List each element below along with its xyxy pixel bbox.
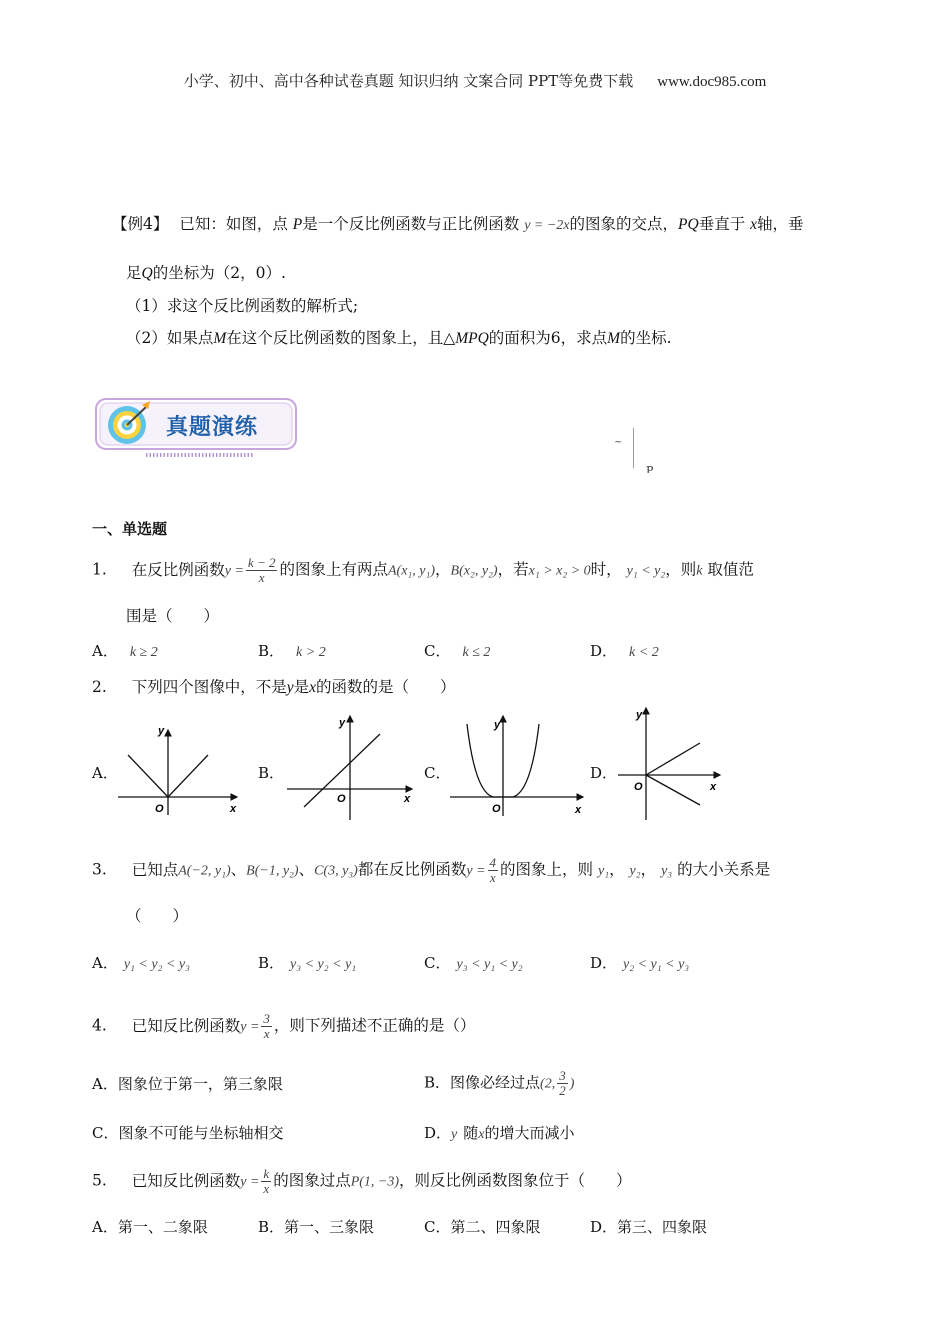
q4-option-c[interactable]: C．图象不可能与坐标轴相交 bbox=[92, 1124, 284, 1142]
q2-option-d[interactable]: D． bbox=[590, 764, 618, 782]
question-1: 1. 在反比例函数y = $\frac{k - 2}{x}$ 的图象上有两点A(x₁, y₁)，B(x₂, y₂)，若x₁ > x₂ > 0时， y₁ < y₂，则k 取值范 bbox=[92, 555, 754, 585]
fraction: $\frac{3}{x}$ bbox=[263, 1011, 270, 1041]
q2-option-b[interactable]: B． bbox=[258, 764, 285, 782]
header-text: 小学、初中、高中各种试卷真题 知识归纳 文案合同 PPT等免费下载 bbox=[183, 72, 634, 90]
q4-option-b[interactable]: B．图像必经过点(2, $\frac{3}{2}$ ) bbox=[424, 1068, 575, 1098]
q2-option-c[interactable]: C． bbox=[424, 764, 451, 782]
q4-option-a[interactable]: A．图象位于第一，第三象限 bbox=[92, 1075, 283, 1093]
stray-line bbox=[633, 428, 634, 468]
question-3-line2: （ ） bbox=[126, 907, 189, 925]
stray-p: P bbox=[646, 464, 654, 473]
q5-option-d[interactable]: D．第三、四象限 bbox=[590, 1218, 708, 1236]
q4-option-d[interactable]: D．y 随x的增大而减小 bbox=[424, 1124, 575, 1142]
svg-text:O: O bbox=[634, 781, 643, 793]
fraction: $\frac{k - 2}{x}$ bbox=[247, 555, 276, 585]
q1-option-c[interactable]: C． k ≤ 2 bbox=[424, 642, 491, 660]
svg-text:O: O bbox=[337, 793, 346, 805]
q5-option-a[interactable]: A．第一、二象限 bbox=[92, 1218, 208, 1236]
svg-text:O: O bbox=[492, 803, 501, 815]
q3-option-c[interactable]: C． y₃ < y₁ < y₂ bbox=[424, 954, 523, 972]
graph-d bbox=[616, 704, 726, 826]
fraction: $\frac{k}{x}$ bbox=[263, 1166, 270, 1196]
example4-line2: 足Q的坐标为（2，0）. bbox=[126, 264, 286, 282]
svg-text:y: y bbox=[158, 725, 165, 737]
svg-text:x: x bbox=[404, 793, 411, 805]
page-header bbox=[0, 70, 950, 91]
svg-text:x: x bbox=[230, 803, 237, 815]
q1-option-a[interactable]: A． k ≥ 2 bbox=[92, 642, 158, 660]
q5-option-c[interactable]: C．第二、四象限 bbox=[424, 1218, 541, 1236]
equation-y-minus-2x: y = −2x bbox=[524, 218, 570, 233]
section-title: 一、单选题 bbox=[92, 520, 168, 538]
q1-option-b[interactable]: B． k > 2 bbox=[258, 642, 326, 660]
svg-text:O: O bbox=[155, 803, 164, 815]
question-5: 5. 已知反比例函数y = $\frac{k}{x}$ 的图象过点P(1, −3)，则反比例函数图象位于（ ） bbox=[92, 1166, 632, 1196]
q3-option-b[interactable]: B． y₃ < y₂ < y₁ bbox=[258, 954, 357, 972]
graph-c bbox=[447, 712, 587, 822]
q1-option-d[interactable]: D． k < 2 bbox=[590, 642, 659, 660]
q3-option-d[interactable]: D． y₂ < y₁ < y₃ bbox=[590, 954, 690, 972]
svg-text:y: y bbox=[636, 709, 643, 721]
example4-question1: （1）求这个反比例函数的解析式; bbox=[126, 297, 359, 315]
q5-option-b[interactable]: B．第一、三象限 bbox=[258, 1218, 375, 1236]
graph-a bbox=[115, 720, 245, 824]
fraction: $\frac{4}{x}$ bbox=[489, 855, 497, 885]
q2-option-a[interactable]: A． bbox=[92, 764, 118, 782]
svg-text:x: x bbox=[575, 804, 582, 816]
header-url[interactable]: www.doc985.com bbox=[657, 74, 767, 90]
banner-label: 真题演练 bbox=[166, 415, 259, 440]
question-3: 3. 已知点A(−2, y₁)、B(−1, y₂)、C(3, y₃)都在反比例函数y = $\frac{4}{x}$ 的图象上，则 y₁， y₂， y₃ 的大小关系是 bbox=[92, 855, 771, 885]
question-2: 2. 下列四个图像中，不是y是x的函数的是（ ） bbox=[92, 678, 456, 696]
example4-tag: 【例4】 bbox=[112, 215, 169, 233]
svg-text:x: x bbox=[710, 781, 717, 793]
question-4: 4. 已知反比例函数y = $\frac{3}{x}$ ，则下列描述不正确的是（） bbox=[92, 1011, 476, 1041]
example4-line1: 【例4】 已知：如图，点 P是一个反比例函数与正比例函数 y = −2x的图象的交点，PQ垂直于 x轴，垂 bbox=[112, 215, 804, 233]
q3-option-a[interactable]: A． y₁ < y₂ < y₃ bbox=[92, 954, 190, 972]
graph-b bbox=[282, 712, 417, 828]
svg-text:y: y bbox=[494, 719, 501, 731]
practice-banner bbox=[94, 397, 300, 459]
example4-question2: （2）如果点M在这个反比例函数的图象上，且△MPQ的面积为6，求点M的坐标. bbox=[126, 329, 672, 347]
stray-tilde: ~ bbox=[614, 437, 623, 448]
svg-text:y: y bbox=[339, 717, 346, 729]
question-1-line2: 围是（ ） bbox=[126, 607, 220, 625]
